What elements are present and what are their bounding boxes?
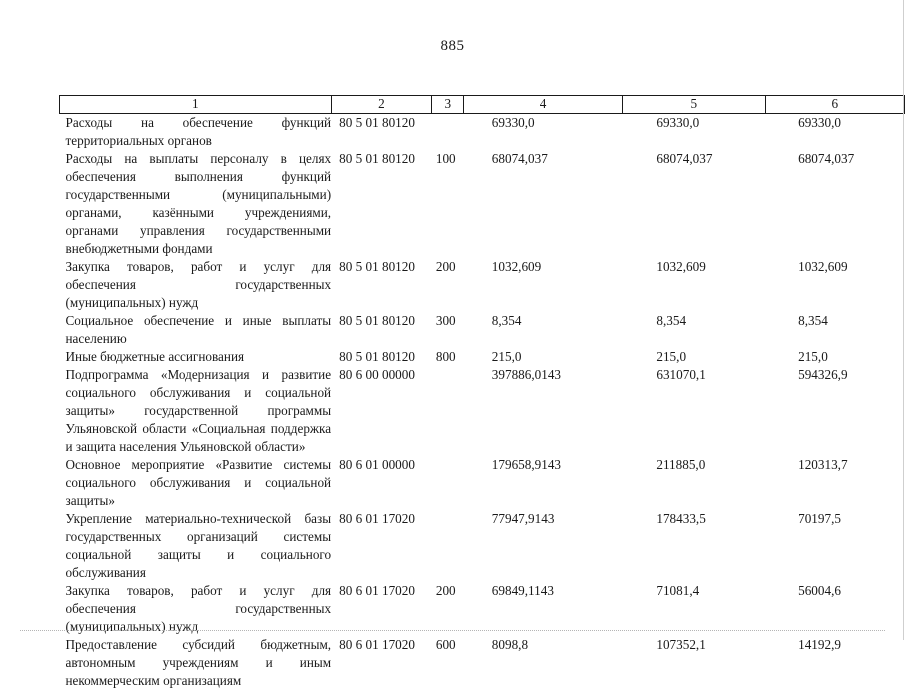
row-description: Расходы на обеспечение функций территориальных органов [60,114,332,151]
row-value-col5: 68074,037 [622,150,765,258]
row-expense-type: 800 [432,348,464,366]
scan-edge-line [903,0,904,640]
row-value-col4: 77947,9143 [464,510,623,582]
scan-bottom-noise [20,630,885,632]
row-expense-type: 200 [432,258,464,312]
column-header-3: 3 [432,96,464,114]
row-description: Предоставление субсидий бюджетным, автономным учреждениям и иным некоммерческим организациям [60,636,332,690]
row-expense-type: 600 [432,636,464,690]
row-value-col4: 397886,0143 [464,366,623,456]
column-header-2: 2 [331,96,432,114]
row-code: 80 5 01 80120 [331,312,432,348]
row-code: 80 5 01 80120 [331,348,432,366]
row-value-col4: 69849,1143 [464,582,623,636]
row-value-col6: 69330,0 [765,114,904,151]
row-expense-type: 300 [432,312,464,348]
table-row [60,456,905,510]
column-header-6: 6 [765,96,904,114]
row-value-col6: 14192,9 [765,636,904,690]
row-value-col6: 594326,9 [765,366,904,456]
row-value-col4: 69330,0 [464,114,623,151]
row-value-col5: 69330,0 [622,114,765,151]
row-value-col4: 1032,609 [464,258,623,312]
table-row [60,582,905,636]
table-row [60,636,905,690]
row-value-col5: 631070,1 [622,366,765,456]
row-description: Закупка товаров, работ и услуг для обеспечения государственных (муниципальных) нужд [60,582,332,636]
row-value-col5: 107352,1 [622,636,765,690]
row-description: Укрепление материально-технической базы государственных организаций системы социальной защиты и социального обслуживания [60,510,332,582]
row-code: 80 5 01 80120 [331,258,432,312]
page-number: 885 [0,38,905,55]
row-value-col4: 8,354 [464,312,623,348]
row-value-col5: 178433,5 [622,510,765,582]
row-code: 80 6 01 00000 [331,456,432,510]
row-value-col4: 215,0 [464,348,623,366]
row-expense-type [432,366,464,456]
row-expense-type [432,456,464,510]
column-header-4: 4 [464,96,623,114]
column-header-5: 5 [622,96,765,114]
row-description: Иные бюджетные ассигнования [60,348,332,366]
row-expense-type: 100 [432,150,464,258]
table-body [60,114,905,690]
row-description: Подпрограмма «Модернизация и развитие социального обслуживания и социальной защиты» государственной программы Ульяновской области «Социальная поддержка и защита населения Ульяновской области» [60,366,332,456]
table-row [60,366,905,456]
row-value-col5: 215,0 [622,348,765,366]
row-value-col6: 56004,6 [765,582,904,636]
row-value-col6: 120313,7 [765,456,904,510]
row-expense-type [432,114,464,151]
row-value-col5: 8,354 [622,312,765,348]
row-code: 80 6 01 17020 [331,510,432,582]
row-value-col5: 1032,609 [622,258,765,312]
row-code: 80 5 01 80120 [331,150,432,258]
row-code: 80 5 01 80120 [331,114,432,151]
table-row [60,312,905,348]
table-row [60,150,905,258]
row-expense-type: 200 [432,582,464,636]
row-description: Закупка товаров, работ и услуг для обеспечения государственных (муниципальных) нужд [60,258,332,312]
row-value-col4: 8098,8 [464,636,623,690]
row-code: 80 6 01 17020 [331,636,432,690]
table-row [60,258,905,312]
table-row [60,114,905,151]
row-expense-type [432,510,464,582]
row-value-col6: 70197,5 [765,510,904,582]
row-value-col6: 8,354 [765,312,904,348]
row-description: Расходы на выплаты персоналу в целях обеспечения выполнения функций государственными (муниципальными) органами, казёнными учреждениями, органами управления государственными внебюджетными фондами [60,150,332,258]
row-value-col5: 211885,0 [622,456,765,510]
table-row [60,510,905,582]
budget-table [59,95,905,690]
row-value-col6: 215,0 [765,348,904,366]
row-value-col5: 71081,4 [622,582,765,636]
row-value-col4: 179658,9143 [464,456,623,510]
header-row [60,96,905,114]
row-value-col6: 68074,037 [765,150,904,258]
row-code: 80 6 01 17020 [331,582,432,636]
row-description: Социальное обеспечение и иные выплаты населению [60,312,332,348]
table-header [60,96,905,114]
table-row [60,348,905,366]
column-header-1: 1 [60,96,332,114]
row-value-col6: 1032,609 [765,258,904,312]
row-code: 80 6 00 00000 [331,366,432,456]
row-value-col4: 68074,037 [464,150,623,258]
row-description: Основное мероприятие «Развитие системы социального обслуживания и социальной защиты» [60,456,332,510]
